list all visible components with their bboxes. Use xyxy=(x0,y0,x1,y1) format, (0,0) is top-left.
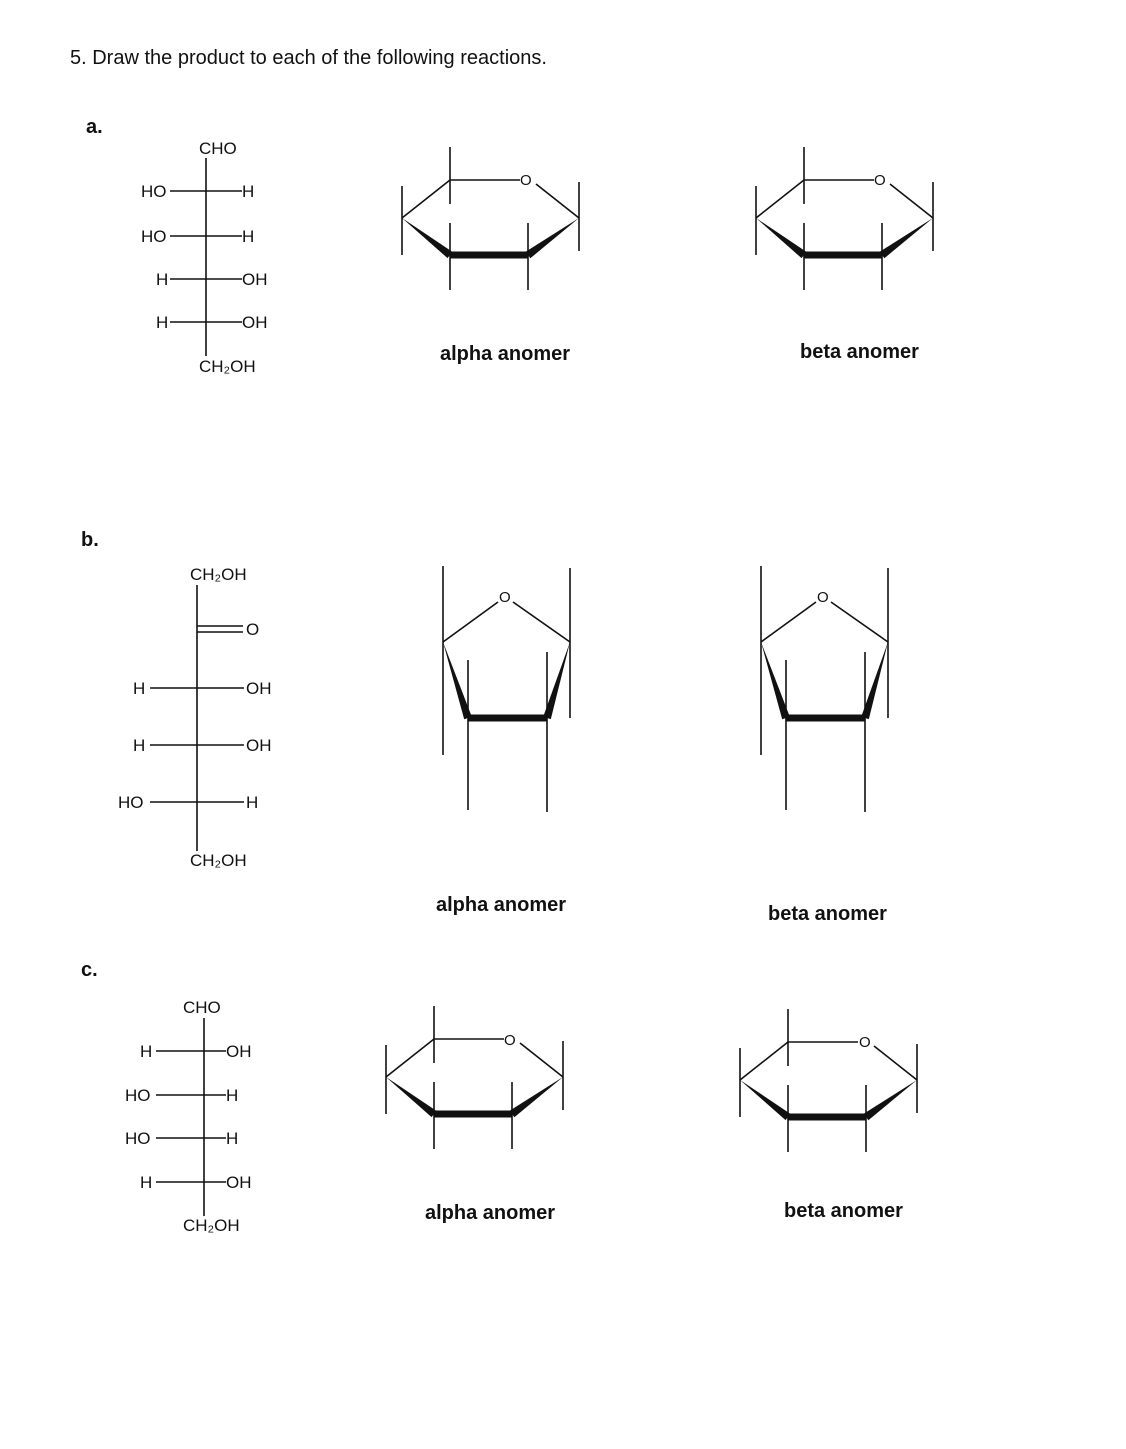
ring-c-beta-wedge-left xyxy=(740,1080,790,1120)
ring-a-beta-wedge-left xyxy=(756,218,806,258)
part-a-label: a. xyxy=(86,116,103,138)
fischer-b-right-1: OH xyxy=(246,679,272,698)
ring-a-alpha-bond xyxy=(402,180,450,218)
fischer-a-right-1: H xyxy=(242,182,255,201)
part-b-label: b. xyxy=(81,529,99,551)
fischer-a-left-1: HO xyxy=(141,182,167,201)
part-c-beta-label: beta anomer xyxy=(784,1200,903,1222)
ring-c-alpha-wedge-left xyxy=(386,1077,436,1117)
ring-a-alpha-bond xyxy=(536,184,579,218)
ring-a-beta-bond xyxy=(756,180,804,218)
fischer-c-right-4: OH xyxy=(226,1173,252,1192)
ring-b-alpha-oxygen: O xyxy=(499,589,511,606)
fischer-c-bottom: CH₂OH xyxy=(183,1216,240,1235)
fischer-b-bottom: CH₂OH xyxy=(190,851,247,870)
ring-b-alpha-bond xyxy=(443,602,498,642)
fischer-b-left-1: H xyxy=(133,679,146,698)
fischer-c-left-3: HO xyxy=(125,1129,151,1148)
ring-c-alpha-bond xyxy=(386,1039,434,1077)
fischer-b-left-3: HO xyxy=(118,793,144,812)
part-b-alpha-label: alpha anomer xyxy=(436,894,567,916)
part-c-alpha-label: alpha anomer xyxy=(425,1202,556,1224)
question-text: 5. Draw the product to each of the following reactions. xyxy=(70,47,547,69)
part-b-beta-label: beta anomer xyxy=(768,903,887,925)
ring-b-alpha-bond xyxy=(513,602,570,642)
fischer-b-right-3: H xyxy=(246,793,259,812)
ring-c-alpha-bond xyxy=(520,1043,563,1077)
fischer-b-left-2: H xyxy=(133,736,146,755)
fischer-c-top: CHO xyxy=(183,998,221,1017)
ring-c-alpha-oxygen: O xyxy=(504,1032,516,1049)
fischer-a-top: CHO xyxy=(199,139,237,158)
ring-c-beta-bond xyxy=(874,1046,917,1080)
fischer-c-left-1: H xyxy=(140,1042,153,1061)
fischer-b-right-2: OH xyxy=(246,736,272,755)
ring-c-beta-bond xyxy=(740,1042,788,1080)
ring-a-alpha-wedge-right xyxy=(526,218,579,258)
ring-c-beta-oxygen: O xyxy=(859,1034,871,1051)
fischer-a-left-4: H xyxy=(156,313,169,332)
fischer-a-right-4: OH xyxy=(242,313,268,332)
fischer-c-right-2: H xyxy=(226,1086,239,1105)
part-a-beta-label: beta anomer xyxy=(800,341,919,363)
fischer-c-right-1: OH xyxy=(226,1042,252,1061)
ring-a-beta-bond xyxy=(890,184,933,218)
fischer-a-left-3: H xyxy=(156,270,169,289)
ring-b-beta-bond xyxy=(831,602,888,642)
fischer-b-top: CH₂OH xyxy=(190,565,247,584)
ring-a-beta-wedge-right xyxy=(880,218,933,258)
fischer-a-right-3: OH xyxy=(242,270,268,289)
fischer-a-right-2: H xyxy=(242,227,255,246)
part-c-label: c. xyxy=(81,959,98,981)
fischer-c-right-3: H xyxy=(226,1129,239,1148)
fischer-a-bottom: CH₂OH xyxy=(199,357,256,376)
ring-b-beta-bond xyxy=(761,602,816,642)
ring-b-beta-oxygen: O xyxy=(817,589,829,606)
fischer-b-carbonyl: O xyxy=(246,620,260,639)
fischer-c-left-4: H xyxy=(140,1173,153,1192)
part-a-alpha-label: alpha anomer xyxy=(440,343,571,365)
ring-c-alpha-wedge-right xyxy=(510,1077,563,1117)
ring-c-beta-wedge-right xyxy=(864,1080,917,1120)
ring-a-beta-oxygen: O xyxy=(874,172,886,189)
ring-a-alpha-oxygen: O xyxy=(520,172,532,189)
fischer-c-left-2: HO xyxy=(125,1086,151,1105)
fischer-a-left-2: HO xyxy=(141,227,167,246)
ring-a-alpha-wedge-left xyxy=(402,218,452,258)
